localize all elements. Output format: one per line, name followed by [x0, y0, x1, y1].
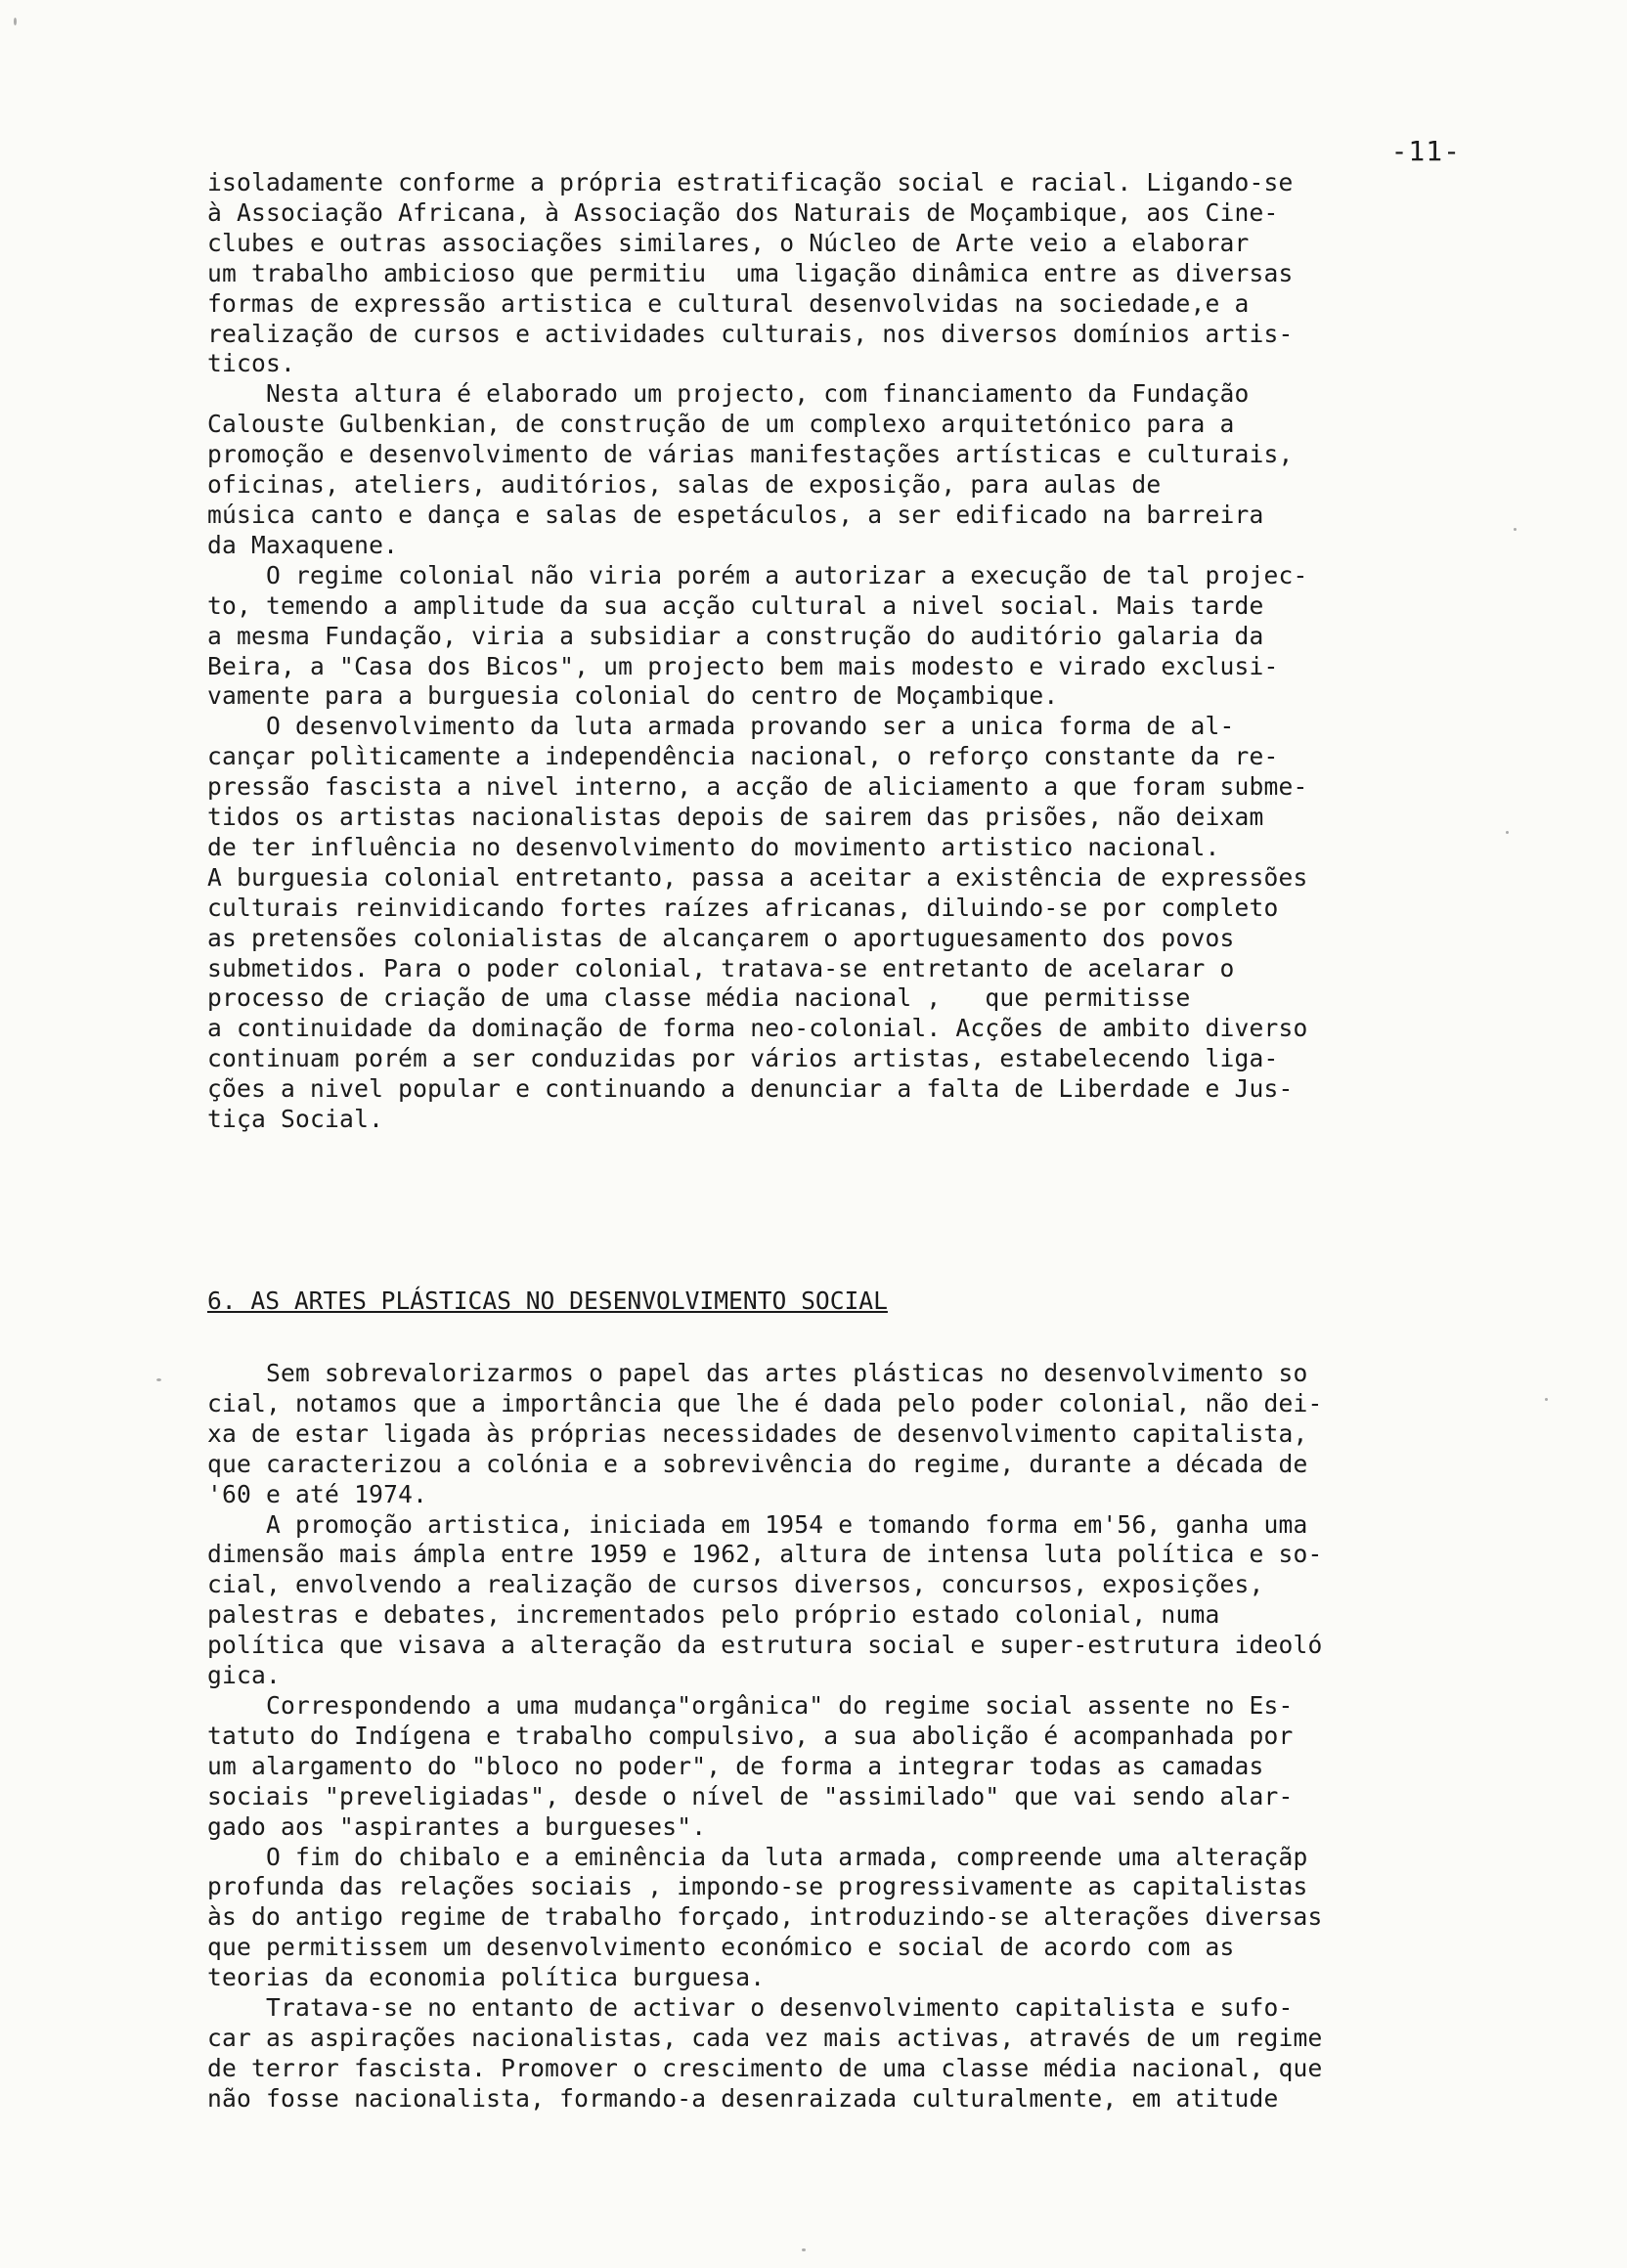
- paragraph-line: processo de criação de uma classe média nacional , que permitisse: [207, 983, 1191, 1013]
- section-paragraph-line: xa de estar ligada às próprias necessidades de desenvolvimento capitalista,: [207, 1418, 1308, 1448]
- text-block-1: [207, 168, 1508, 1135]
- section-paragraph-line: que caracterizou a colónia e a sobrevivência do regime, durante a década de: [207, 1449, 1308, 1478]
- scan-speck: [1506, 831, 1509, 834]
- paragraph-line: ções a nivel popular e continuando a denunciar a falta de Liberdade e Jus-: [207, 1074, 1294, 1104]
- section-paragraph-line: que permitissem um desenvolvimento económico e social de acordo com as: [207, 1933, 1235, 1962]
- section-paragraph-line: Sem sobrevalorizarmos o papel das artes plásticas no desenvolvimento so: [207, 1359, 1308, 1387]
- paragraph-line: A burguesia colonial entretanto, passa a aceitar a existência de expressões: [207, 862, 1308, 892]
- section-paragraph-line: de terror fascista. Promover o crescimento de uma classe média nacional, que: [207, 2053, 1323, 2082]
- paragraph-line: formas de expressão artistica e cultural desenvolvidas na sociedade,e a: [207, 288, 1250, 318]
- paragraph-line: submetidos. Para o poder colonial, tratava-se entretanto de acelarar o: [207, 953, 1235, 982]
- paragraph-line: Calouste Gulbenkian, de construção de um complexo arquitetónico para a: [207, 410, 1235, 439]
- section-paragraph-line: Correspondendo a uma mudança"orgânica" do regime social assente no Es-: [207, 1690, 1294, 1720]
- paragraph-line: realização de cursos e actividades culturais, nos diversos domínios artis-: [207, 319, 1294, 348]
- scan-speck: [1514, 528, 1517, 531]
- scan-speck: [802, 2248, 806, 2251]
- section-paragraph-line: um alargamento do "bloco no poder", de forma a integrar todas as camadas: [207, 1751, 1264, 1780]
- section-paragraph-line: teorias da economia política burguesa.: [207, 1963, 766, 1992]
- section-paragraph-line: car as aspirações nacionalistas, cada vez mais activas, através de um regime: [207, 2023, 1323, 2052]
- section-paragraph-line: dimensão mais ámpla entre 1959 e 1962, altura de intensa luta política e so-: [207, 1540, 1323, 1569]
- section-paragraph-line: tatuto do Indígena e trabalho compulsivo, a sua abolição é acompanhada por: [207, 1721, 1294, 1750]
- paragraph-line: O regime colonial não viria porém a autorizar a execução de tal projec-: [207, 560, 1308, 589]
- scan-speck: [14, 18, 17, 25]
- paragraph-line: a continuidade da dominação de forma neo-colonial. Acções de ambito diverso: [207, 1014, 1308, 1043]
- paragraph-line: tiça Social.: [207, 1105, 384, 1134]
- paragraph-line: promoção e desenvolvimento de várias manifestações artísticas e culturais,: [207, 440, 1294, 469]
- paragraph-line: de ter influência no desenvolvimento do movimento artistico nacional.: [207, 832, 1220, 861]
- paragraph-line: oficinas, ateliers, auditórios, salas de exposição, para aulas de: [207, 470, 1162, 500]
- section-paragraph-line: às do antigo regime de trabalho forçado, introduzindo-se alterações diversas: [207, 1902, 1323, 1932]
- section-paragraph-line: sociais "preveligiadas", desde o nível de "assimilado" que vai sendo alar-: [207, 1781, 1294, 1810]
- paragraph-line: tidos os artistas nacionalistas depois de sairem das prisões, não deixam: [207, 803, 1264, 832]
- paragraph-line: à Associação Africana, à Associação dos Naturais de Moçambique, aos Cine-: [207, 197, 1279, 227]
- paragraph-line: continuam porém a ser conduzidas por vários artistas, estabelecendo liga-: [207, 1044, 1279, 1073]
- section-paragraph-line: cial, envolvendo a realização de cursos diversos, concursos, exposições,: [207, 1570, 1264, 1599]
- section-paragraph-line: gica.: [207, 1661, 282, 1690]
- section-paragraph-line: palestras e debates, incrementados pelo próprio estado colonial, numa: [207, 1600, 1220, 1630]
- paragraph-line: to, temendo a amplitude da sua acção cultural a nivel social. Mais tarde: [207, 590, 1264, 620]
- paragraph-line: música canto e dança e salas de espetáculos, a ser edificado na barreira: [207, 500, 1264, 529]
- paragraph-line: da Maxaquene.: [207, 530, 399, 559]
- paragraph-line: a mesma Fundação, viria a subsidiar a construção do auditório galaria da: [207, 621, 1264, 650]
- text-block-2: [207, 1359, 1508, 2115]
- section-paragraph-line: Tratava-se no entanto de activar o desenvolvimento capitalista e sufo-: [207, 1993, 1294, 2023]
- paragraph-line: as pretensões colonialistas de alcançarem o aportuguesamento dos povos: [207, 923, 1235, 952]
- page-number: -11-: [1390, 135, 1461, 167]
- section-paragraph-line: A promoção artistica, iniciada em 1954 e tomando forma em'56, ganha uma: [207, 1509, 1308, 1539]
- section-paragraph-line: cial, notamos que a importância que lhe é dada pelo poder colonial, não dei-: [207, 1388, 1323, 1418]
- paragraph-line: O desenvolvimento da luta armada provando ser a unica forma de al-: [207, 712, 1235, 741]
- paragraph-line: clubes e outras associações similares, o Núcleo de Arte veio a elaborar: [207, 228, 1250, 257]
- paragraph-line: Beira, a "Casa dos Bicos", um projecto bem mais modesto e virado exclusi-: [207, 651, 1279, 680]
- section-paragraph-line: gado aos "aspirantes a burgueses".: [207, 1811, 707, 1841]
- section-paragraph-line: não fosse nacionalista, formando-a desenraizada culturalmente, em atitude: [207, 2083, 1279, 2113]
- paragraph-line: um trabalho ambicioso que permitiu uma ligação dinâmica entre as diversas: [207, 258, 1294, 287]
- paragraph-line: pressão fascista a nivel interno, a acção de aliciamento a que foram subme-: [207, 772, 1308, 802]
- section-paragraph-line: '60 e até 1974.: [207, 1479, 428, 1508]
- section-paragraph-line: política que visava a alteração da estrutura social e super-estrutura ideoló: [207, 1631, 1323, 1660]
- scan-speck: [1545, 1398, 1548, 1401]
- paragraph-line: culturais reinvidicando fortes raízes africanas, diluindo-se por completo: [207, 893, 1279, 922]
- section-heading: 6. AS ARTES PLÁSTICAS NO DESENVOLVIMENTO SOCIAL: [207, 1287, 888, 1315]
- paragraph-line: cançar polìticamente a independência nacional, o reforço constante da re-: [207, 742, 1279, 771]
- paragraph-line: isoladamente conforme a própria estratificação social e racial. Ligando-se: [207, 168, 1294, 196]
- paragraph-line: vamente para a burguesia colonial do centro de Moçambique.: [207, 681, 1059, 711]
- section-paragraph-line: O fim do chibalo e a eminência da luta armada, compreende uma alteraçãp: [207, 1842, 1308, 1871]
- paragraph-line: Nesta altura é elaborado um projecto, com financiamento da Fundação: [207, 379, 1250, 409]
- section-paragraph-line: profunda das relações sociais , impondo-se progressivamente as capitalistas: [207, 1872, 1308, 1901]
- scan-speck: [156, 1378, 161, 1381]
- paragraph-line: ticos.: [207, 349, 296, 378]
